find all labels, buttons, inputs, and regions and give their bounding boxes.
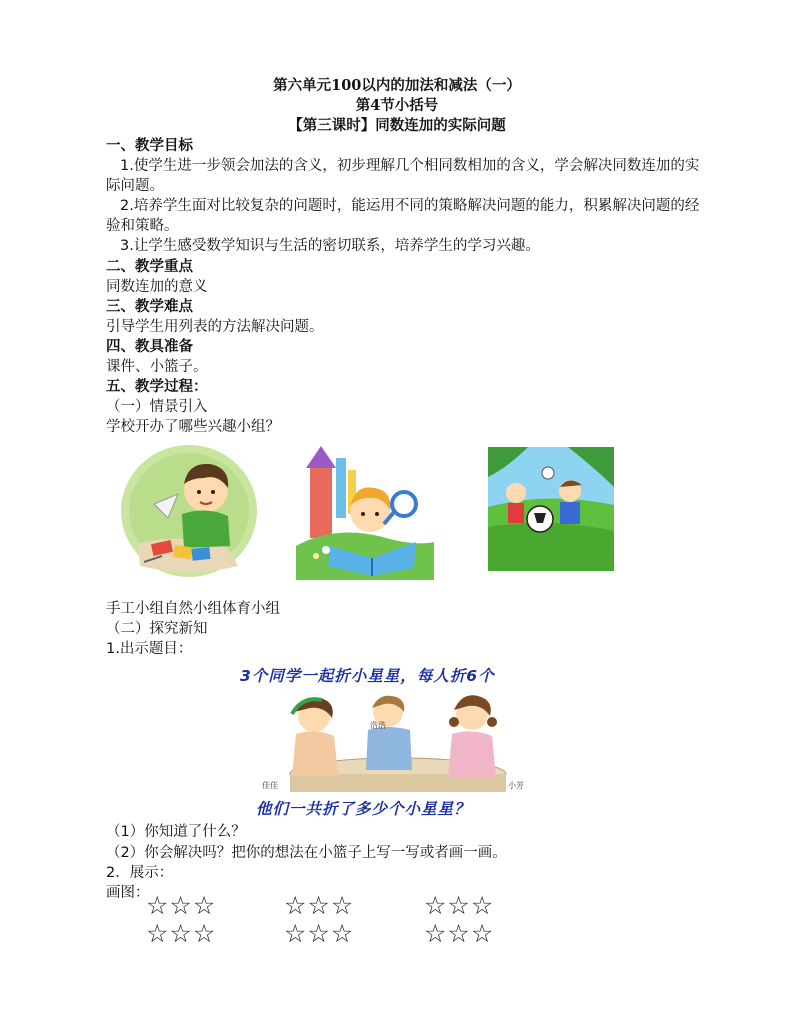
- handcraft-picture: [118, 444, 260, 582]
- key-text: 同数连加的意义: [106, 279, 208, 295]
- process-heading: 五、教学过程：: [106, 379, 208, 395]
- question-know: （1）你知道了什么？: [106, 824, 246, 840]
- tools-text: 课件、小篮子。: [106, 359, 208, 375]
- question-1: 学校开办了哪些兴趣小组？: [106, 419, 280, 435]
- star-group: ☆☆☆: [424, 891, 495, 920]
- problem-bottom-text: 他们一共折了多少个小星星？: [256, 800, 471, 818]
- goal-3: 3.让学生感受数学知识与生活的密切联系，培养学生的学习兴趣。: [120, 238, 540, 254]
- groups-text: 手工小组自然小组体育小组: [106, 601, 280, 617]
- name-label-haohao: 浩浩: [370, 721, 386, 730]
- lesson-title: 【第三课时】同数连加的实际问题: [288, 117, 506, 134]
- tools-heading: 四、教具准备: [106, 339, 193, 355]
- children-folding-stars-picture: [258, 688, 534, 792]
- star-group: ☆☆☆: [146, 919, 217, 948]
- difficulty-heading: 三、教学难点: [106, 299, 193, 315]
- star-group: ☆☆☆: [284, 891, 355, 920]
- question-solve: （2）你会解决吗？把你的想法在小篮子上写一写或者画一画。: [106, 845, 507, 861]
- goal-1-line-2: 际问题。: [106, 178, 164, 194]
- key-heading: 二、教学重点: [106, 259, 193, 275]
- star-group: ☆☆☆: [146, 891, 217, 920]
- part-2-heading: （二）探究新知: [106, 621, 208, 637]
- difficulty-text: 引导学生用列表的方法解决问题。: [106, 319, 324, 335]
- name-label-xiaofang: 小芳: [508, 781, 524, 790]
- goal-2-line-1: 2.培养学生面对比较复杂的问题时，能运用不同的策略解决问题的能力，积累解决问题的经: [120, 198, 700, 214]
- goals-heading: 一、教学目标: [106, 138, 193, 154]
- problem-top-text: 3个同学一起折小星星，每人折6个: [240, 667, 495, 685]
- doc-subtitle: 第4节小括号: [355, 97, 439, 114]
- nature-picture: [296, 446, 434, 580]
- doc-title: 第六单元100以内的加法和减法（一）: [273, 77, 521, 94]
- sports-picture: [488, 447, 614, 571]
- draw-label: 画图：: [106, 885, 150, 901]
- part-1-heading: （一）情景引入: [106, 399, 208, 415]
- goal-2-line-2: 验和策略。: [106, 218, 179, 234]
- star-group: ☆☆☆: [424, 919, 495, 948]
- star-group: ☆☆☆: [284, 919, 355, 948]
- display-heading: 2．展示：: [106, 865, 174, 881]
- goal-1-line-1: 1.使学生进一步领会加法的含义，初步理解几个相同数相加的含义，学会解决同数连加的实: [120, 158, 700, 174]
- show-problem: 1.出示题目：: [106, 641, 193, 657]
- name-label-jiajia: 佳佳: [262, 781, 278, 790]
